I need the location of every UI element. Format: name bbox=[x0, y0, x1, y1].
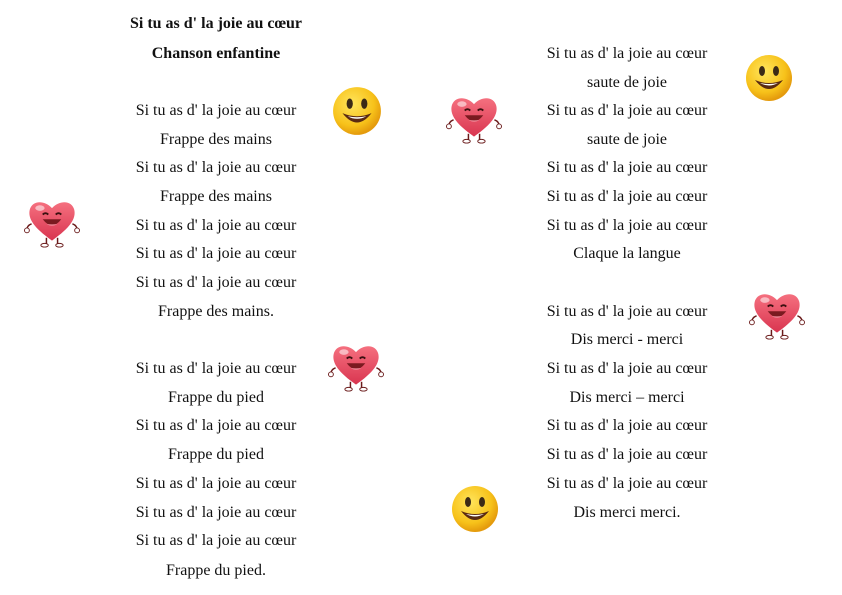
verse-line: Si tu as d' la joie au cœur bbox=[546, 188, 708, 205]
verse-line: Si tu as d' la joie au cœur bbox=[546, 360, 708, 377]
verse-line: Si tu as d' la joie au cœur bbox=[546, 446, 708, 463]
verse-line: Si tu as d' la joie au cœur bbox=[135, 274, 297, 291]
verse-line: Frappe des mains bbox=[160, 188, 272, 205]
verse-line: Si tu as d' la joie au cœur bbox=[135, 102, 297, 119]
smiling-heart-icon bbox=[24, 196, 80, 248]
song-subtitle: Chanson enfantine bbox=[151, 45, 281, 62]
verse-line: Frappe du pied bbox=[168, 389, 264, 406]
smiling-heart-icon bbox=[446, 92, 502, 144]
verse-line: Frappe des mains. bbox=[158, 303, 274, 320]
verse-line: Si tu as d' la joie au cœur bbox=[546, 45, 708, 62]
verse-line: Si tu as d' la joie au cœur bbox=[135, 360, 297, 377]
verse-line: Si tu as d' la joie au cœur bbox=[546, 475, 708, 492]
verse-line: Si tu as d' la joie au cœur bbox=[135, 475, 297, 492]
verse-line: Frappe du pied. bbox=[166, 562, 266, 579]
verse-line: Dis merci - merci bbox=[570, 331, 684, 348]
verse-line: saute de joie bbox=[587, 74, 667, 91]
verse-line: Si tu as d' la joie au cœur bbox=[546, 303, 708, 320]
verse-line: Claque la langue bbox=[573, 245, 681, 262]
verse-line: Frappe du pied bbox=[168, 446, 264, 463]
verse-line: Si tu as d' la joie au cœur bbox=[135, 504, 297, 521]
smiling-heart-icon bbox=[749, 288, 805, 340]
song-title: Si tu as d' la joie au cœur bbox=[129, 15, 302, 32]
verse-line: Si tu as d' la joie au cœur bbox=[546, 417, 708, 434]
verse-line: Si tu as d' la joie au cœur bbox=[135, 532, 297, 549]
smiley-face-icon bbox=[450, 484, 500, 534]
verse-line: Dis merci – merci bbox=[569, 389, 685, 406]
verse-line: Si tu as d' la joie au cœur bbox=[546, 159, 708, 176]
smiley-face-icon bbox=[331, 85, 383, 137]
verse-line: Si tu as d' la joie au cœur bbox=[135, 159, 297, 176]
smiling-heart-icon bbox=[328, 340, 384, 392]
verse-line: Si tu as d' la joie au cœur bbox=[546, 102, 708, 119]
verse-line: Si tu as d' la joie au cœur bbox=[135, 217, 297, 234]
verse-line: Dis merci merci. bbox=[573, 504, 681, 521]
verse-line: Si tu as d' la joie au cœur bbox=[135, 245, 297, 262]
smiley-face-icon bbox=[744, 53, 794, 103]
verse-line: Si tu as d' la joie au cœur bbox=[135, 417, 297, 434]
verse-line: Si tu as d' la joie au cœur bbox=[546, 217, 708, 234]
verse-line: Frappe des mains bbox=[160, 131, 272, 148]
verse-line: saute de joie bbox=[587, 131, 667, 148]
